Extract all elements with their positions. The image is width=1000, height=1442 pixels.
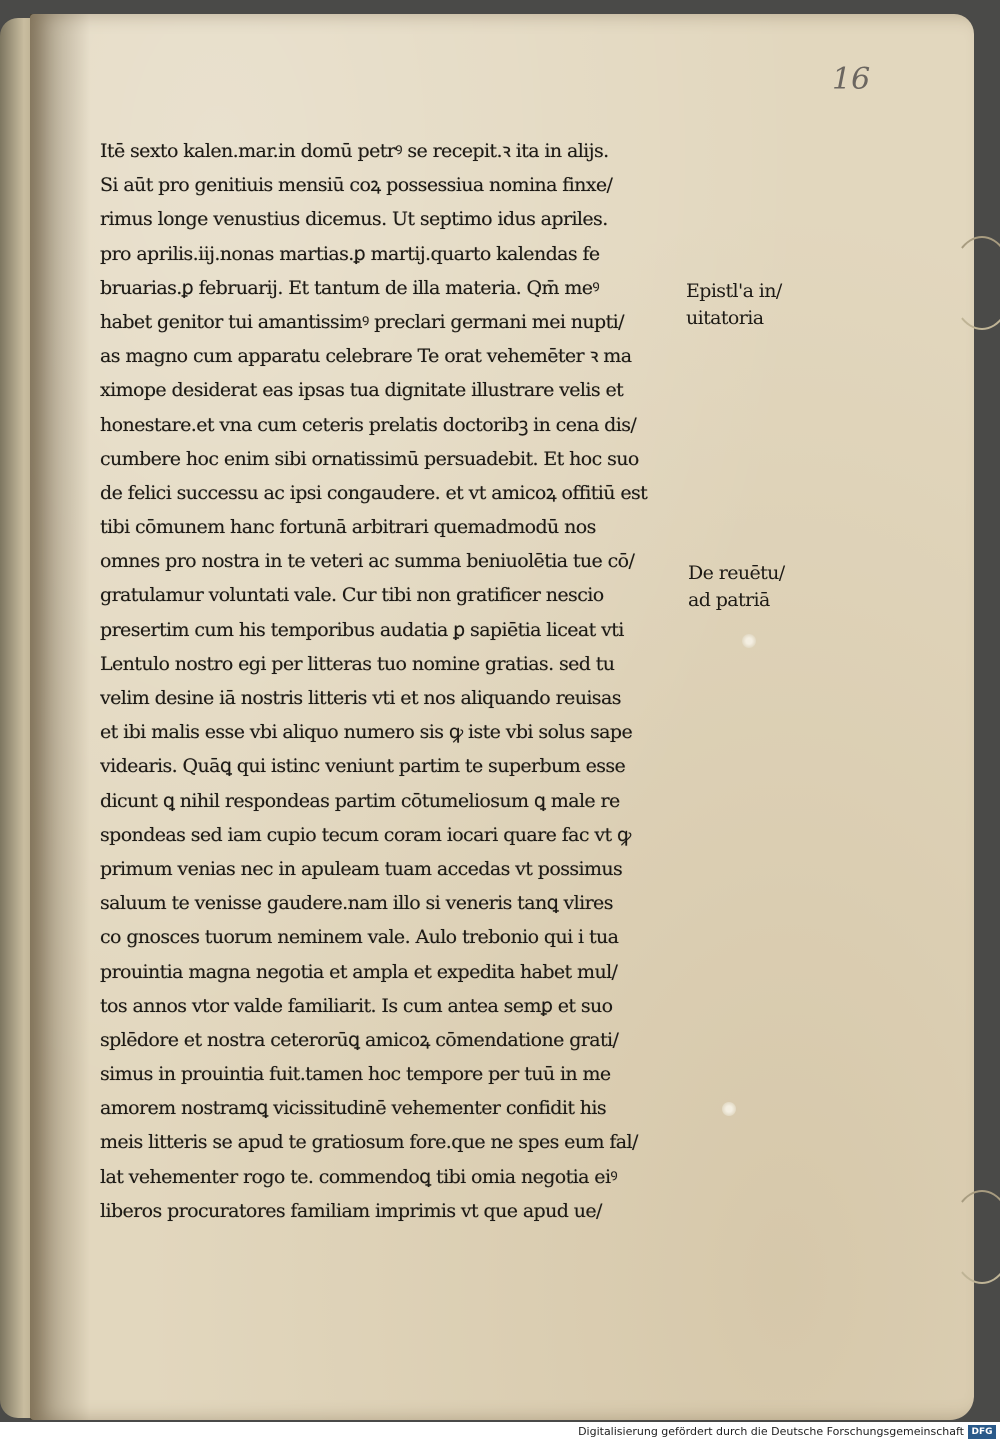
text-line: dicunt ꝗ nihil respondeas partim cōtumeliosum ꝗ male re xyxy=(100,789,620,812)
text-line: tos annos vtor valde familiarit. Is cum antea semꝑ et suo xyxy=(100,994,613,1017)
text-line: ximope desiderat eas ipsas tua dignitate illustrare velis et xyxy=(100,379,624,402)
text-line: pro aprilis.iij.nonas martias.ꝑ martij.quarto kalendas fe xyxy=(100,242,600,265)
margin-note-line: Epistl'a in/ xyxy=(686,280,782,302)
text-line: rimus longe venustius dicemus. Ut septimo idus apriles. xyxy=(100,208,608,231)
text-line: habet genitor tui amantissimꝰ preclari germani mei nupti/ xyxy=(100,310,624,333)
text-line: simus in prouintia fuit.tamen hoc tempore per tuū in me xyxy=(100,1063,611,1086)
dfg-logo: DFG xyxy=(968,1425,996,1439)
margin-note-line: ad patriā xyxy=(688,589,770,611)
text-line: de felici successu ac ipsi congaudere. et vt amicoꝝ offitiū est xyxy=(100,481,648,504)
text-line: Si aūt pro genitiuis mensiū coꝝ possessiua nomina finxe/ xyxy=(100,174,613,197)
text-line: prouintia magna negotia et ampla et expedita habet mul/ xyxy=(100,960,618,983)
text-line: et ibi malis esse vbi aliquo numero sis ꝙ iste vbi solus sape xyxy=(100,721,633,744)
text-line: lat vehementer rogo te. commendoꝗ tibi omia negotia eiꝰ xyxy=(100,1165,618,1188)
gutter-shadow xyxy=(30,14,90,1420)
margin-note-line: De reuētu/ xyxy=(688,562,785,584)
margin-note-line: uitatoria xyxy=(686,307,764,329)
text-line: spondeas sed iam cupio tecum coram iocari quare fac vt ꝙ xyxy=(100,823,631,846)
text-line: honestare.et vna cum ceteris prelatis doctoribꝫ in cena dis/ xyxy=(100,413,637,436)
text-line: omnes pro nostra in te veteri ac summa beniuolētia tue cō/ xyxy=(100,550,635,573)
text-line: splēdore et nostra ceterorūꝗ amicoꝝ cōmendatione grati/ xyxy=(100,1028,619,1051)
funding-credit: Digitalisierung gefördert durch die Deutsche Forschungsgemeinschaft xyxy=(578,1425,964,1438)
text-line: co gnosces tuorum neminem vale. Aulo trebonio qui i tua xyxy=(100,926,619,949)
text-line: cumbere hoc enim sibi ornatissimū persuadebit. Et hoc suo xyxy=(100,447,639,470)
main-text-block xyxy=(100,134,690,1228)
text-line: meis litteris se apud te gratiosum fore.que ne spes eum fal/ xyxy=(100,1131,638,1154)
margin-note-invitation xyxy=(686,278,782,332)
text-line: amorem nostramꝗ vicissitudinē vehementer confidit his xyxy=(100,1097,607,1120)
text-line: videaris. Quāꝗ qui istinc veniunt partim te superbum esse xyxy=(100,755,626,778)
text-line: as magno cum apparatu celebrare Te orat vehemēter ꝛ ma xyxy=(100,345,632,368)
text-line: velim desine iā nostris litteris vti et nos aliquando reuisas xyxy=(100,687,621,709)
text-line: bruarias.ꝑ februarij. Et tantum de illa materia. Qm̄ meꝰ xyxy=(100,276,600,299)
text-line: presertim cum his temporibus audatia ꝑ sapiētia liceat vti xyxy=(100,618,624,641)
text-line: saluum te venisse gaudere.nam illo si veneris tanꝗ vlires xyxy=(100,892,613,915)
text-line: gratulamur voluntati vale. Cur tibi non gratificer nescio xyxy=(100,584,604,607)
footer-bar xyxy=(0,1422,1000,1442)
paper-hole xyxy=(742,634,756,648)
text-line: liberos procuratores familiam imprimis vt que apud ue/ xyxy=(100,1199,602,1222)
text-line: primum venias nec in apuleam tuam accedas vt possimus xyxy=(100,857,623,880)
paper-hole xyxy=(722,1102,736,1116)
text-line: Lentulo nostro egi per litteras tuo nomine gratias. sed tu xyxy=(100,652,615,675)
text-line: tibi cōmunem hanc fortunā arbitrari quemadmodū nos xyxy=(100,516,596,539)
page-number: 16 xyxy=(832,62,871,97)
margin-note-return xyxy=(688,560,785,614)
text-line: Itē sexto kalen.mar.in domū petrꝰ se recepit.ꝛ ita in alijs. xyxy=(100,140,609,162)
